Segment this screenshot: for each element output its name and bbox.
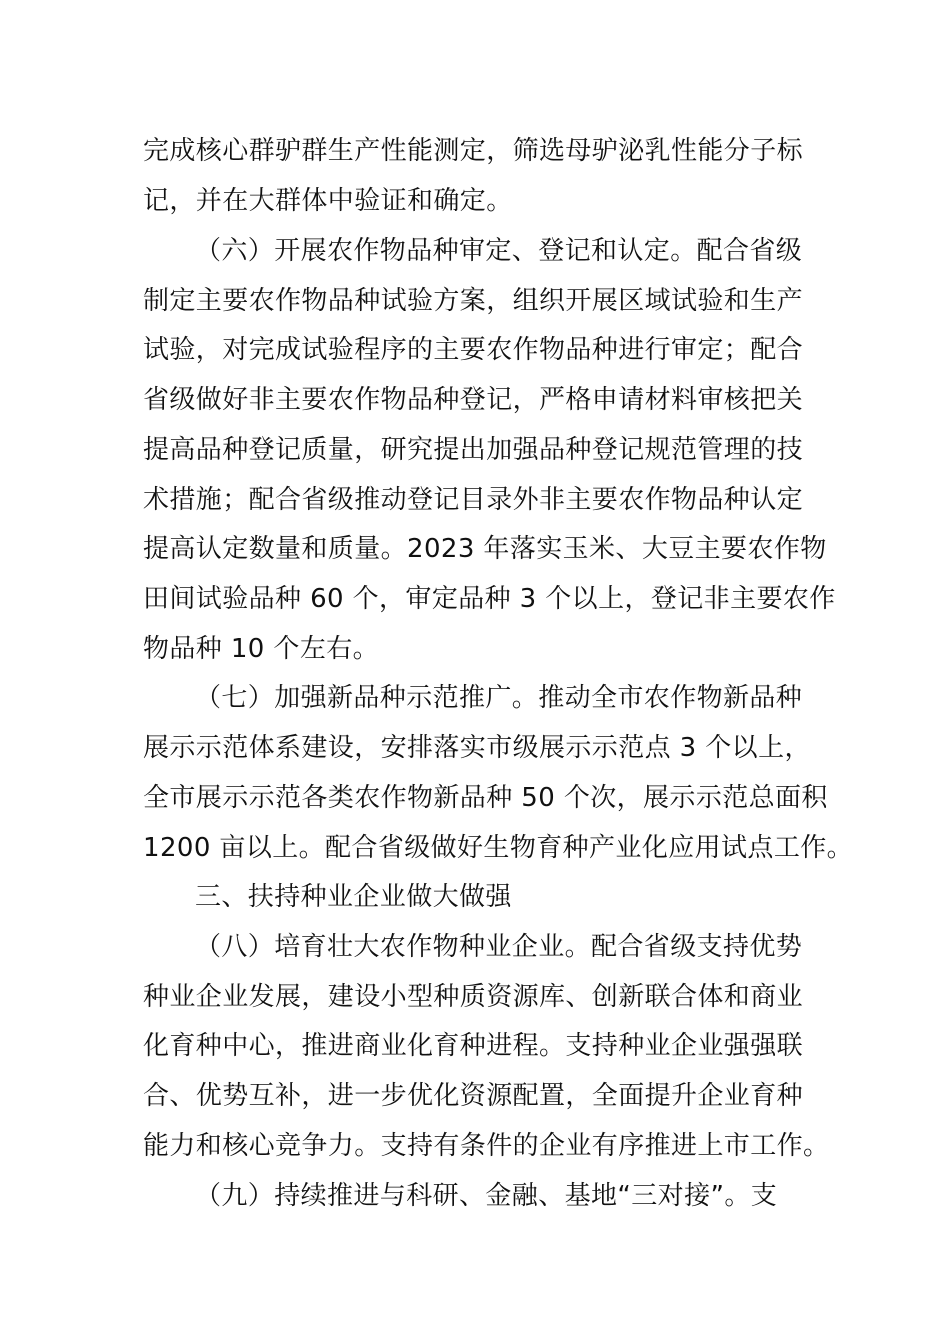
chapter-heading-3: 三、扶持种业企业做大做强 (195, 882, 512, 912)
text-line: 提高认定数量和质量。2023 年落实玉米、大豆主要农作物 (143, 534, 827, 564)
text-line: 试验，对完成试验程序的主要农作物品种进行审定；配合 (143, 335, 804, 365)
section-heading-9: （九）持续推进与科研、金融、基地“三对接”。支 (195, 1181, 778, 1211)
text-line: 提高品种登记质量，研究提出加强品种登记规范管理的技 (143, 435, 804, 465)
text-line: 省级做好非主要农作物品种登记，严格申请材料审核把关 (143, 385, 804, 415)
text-line: 1200 亩以上。配合省级做好生物育种产业化应用试点工作。 (143, 833, 854, 863)
text-line: 术措施；配合省级推动登记目录外非主要农作物品种认定 (143, 485, 804, 515)
text-line: 合、优势互补，进一步优化资源配置，全面提升企业育种 (143, 1081, 804, 1111)
text-line: 种业企业发展，建设小型种质资源库、创新联合体和商业 (143, 982, 804, 1012)
section-heading-7: （七）加强新品种示范推广。推动全市农作物新品种 (195, 683, 803, 713)
text-line: 记，并在大群体中验证和确定。 (143, 186, 513, 216)
section-heading-8: （八）培育壮大农作物种业企业。配合省级支持优势 (195, 932, 803, 962)
text-line: 能力和核心竞争力。支持有条件的企业有序推进上市工作。 (143, 1131, 830, 1161)
text-line: 全市展示示范各类农作物新品种 50 个次，展示示范总面积 (143, 783, 828, 813)
text-line: 物品种 10 个左右。 (143, 634, 380, 664)
text-line: 制定主要农作物品种试验方案，组织开展区域试验和生产 (143, 286, 804, 316)
text-line: 田间试验品种 60 个，审定品种 3 个以上，登记非主要农作 (143, 584, 836, 614)
text-line: 化育种中心，推进商业化育种进程。支持种业企业强强联 (143, 1031, 804, 1061)
text-line: 完成核心群驴群生产性能测定，筛选母驴泌乳性能分子标 (143, 136, 804, 166)
text-line: 展示示范体系建设，安排落实市级展示示范点 3 个以上， (143, 733, 811, 763)
section-heading-6: （六）开展农作物品种审定、登记和认定。配合省级 (195, 236, 803, 266)
